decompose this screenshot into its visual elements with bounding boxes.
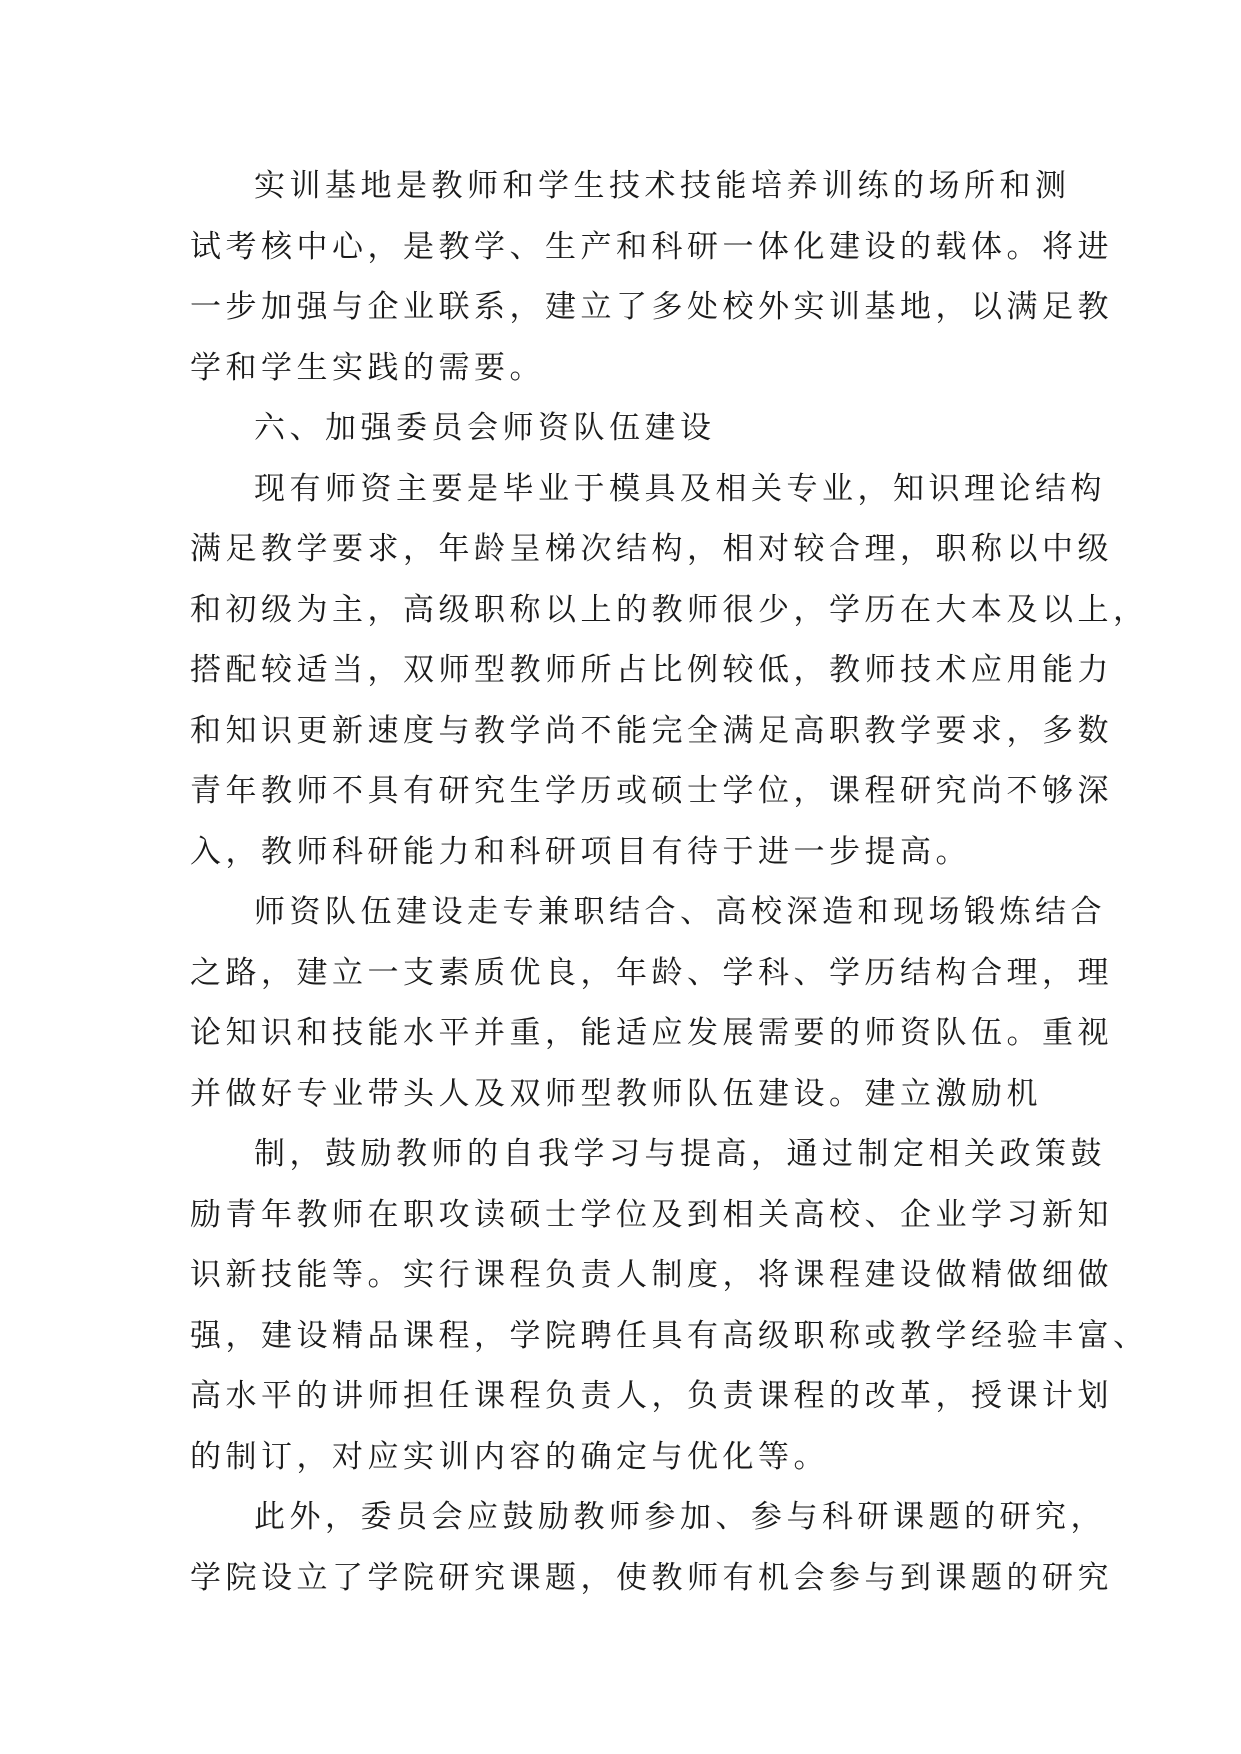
text-line: 之路，建立一支素质优良，年龄、学科、学历结构合理，理 bbox=[190, 954, 1113, 991]
text-line: 强，建设精品课程，学院聘任具有高级职称或教学经验丰富、 bbox=[190, 1317, 1149, 1354]
text-line: 现有师资主要是毕业于模具及相关专业，知识理论结构 bbox=[254, 470, 1106, 507]
paragraph-research bbox=[190, 1487, 1113, 1608]
text-line: 和初级为主，高级职称以上的教师很少，学历在大本及以上， bbox=[190, 591, 1149, 628]
text-line: 搭配较适当，双师型教师所占比例较低，教师技术应用能力 bbox=[190, 652, 1113, 688]
paragraph-faculty-building bbox=[190, 882, 1113, 1124]
text-line: 励青年教师在职攻读硕士学位及到相关高校、企业学习新知 bbox=[190, 1196, 1113, 1233]
text-line: 论知识和技能水平并重，能适应发展需要的师资队伍。重视 bbox=[190, 1015, 1113, 1051]
text-line: 满足教学要求，年龄呈梯次结构，相对较合理，职称以中级 bbox=[190, 531, 1113, 567]
text-line: 青年教师不具有研究生学历或硕士学位，课程研究尚不够深 bbox=[190, 773, 1113, 809]
text-line: 制，鼓励教师的自我学习与提高，通过制定相关政策鼓 bbox=[254, 1136, 1106, 1172]
paragraph-current-faculty bbox=[190, 459, 1149, 883]
text-line: 一步加强与企业联系，建立了多处校外实训基地，以满足教 bbox=[190, 289, 1113, 325]
paragraph-incentive-mechanism bbox=[190, 1124, 1149, 1487]
text-line: 和知识更新速度与教学尚不能完全满足高职教学要求，多数 bbox=[190, 712, 1113, 749]
text-line: 入，教师科研能力和科研项目有待于进一步提高。 bbox=[190, 833, 971, 870]
text-line: 师资队伍建设走专兼职结合、高校深造和现场锻炼结合 bbox=[254, 894, 1106, 930]
text-line: 学院设立了学院研究课题，使教师有机会参与到课题的研究 bbox=[190, 1559, 1113, 1596]
text-line: 学和学生实践的需要。 bbox=[190, 349, 545, 386]
text-line: 并做好专业带头人及双师型教师队伍建设。建立激励机 bbox=[190, 1075, 1042, 1112]
text-line: 高水平的讲师担任课程负责人，负责课程的改革，授课计划 bbox=[190, 1378, 1113, 1414]
text-line: 此外，委员会应鼓励教师参加、参与科研课题的研究， bbox=[254, 1499, 1106, 1535]
paragraph-training-base bbox=[190, 156, 1113, 398]
text-line: 试考核中心，是教学、生产和科研一体化建设的载体。将进 bbox=[190, 228, 1113, 265]
text-line: 的制订，对应实训内容的确定与优化等。 bbox=[190, 1438, 829, 1475]
section-heading-text: 六、加强委员会师资队伍建设 bbox=[254, 410, 716, 446]
section-heading bbox=[190, 398, 1050, 459]
text-line: 识新技能等。实行课程负责人制度，将课程建设做精做细做 bbox=[190, 1257, 1113, 1293]
text-line: 实训基地是教师和学生技术技能培养训练的场所和测 bbox=[254, 168, 1071, 204]
document-body bbox=[190, 156, 1149, 1608]
